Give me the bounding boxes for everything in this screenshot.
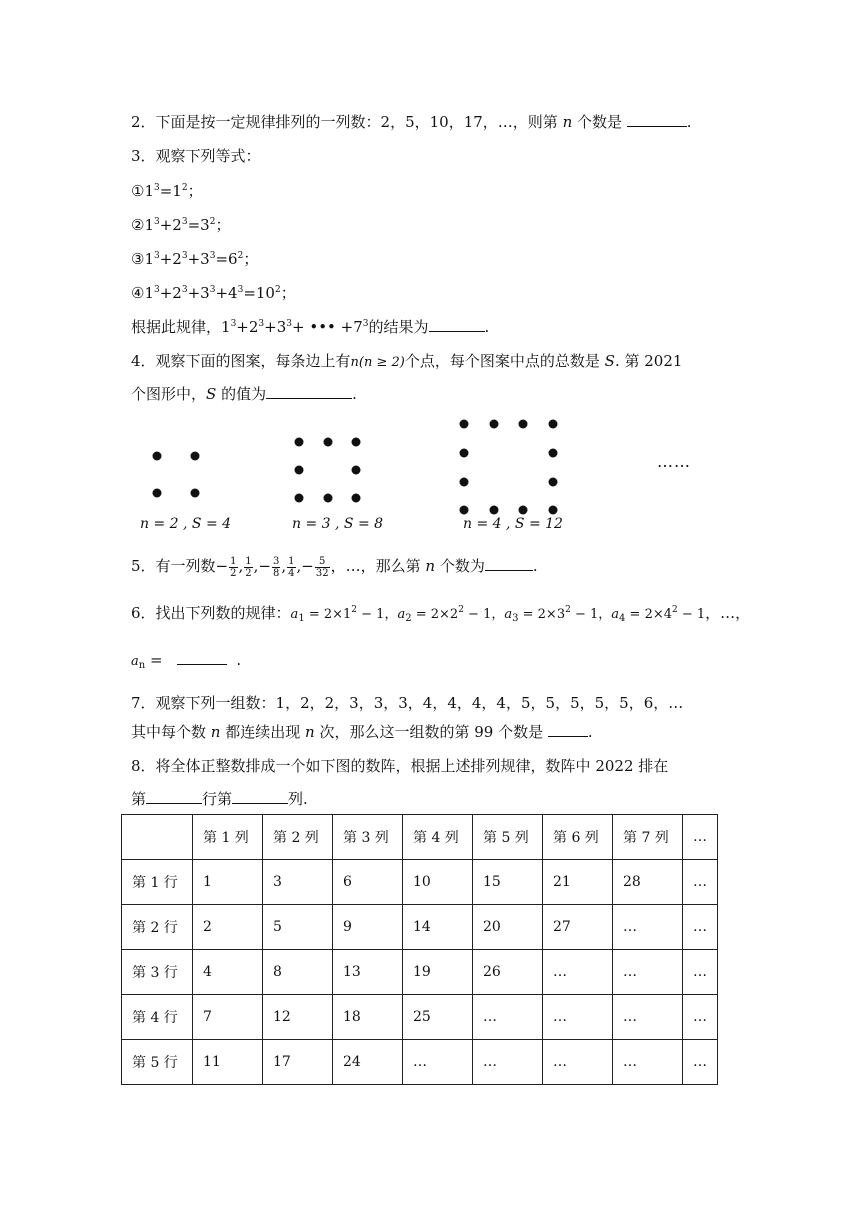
table-cell: … xyxy=(683,1040,718,1085)
dot xyxy=(460,449,469,458)
q3-equation-3: $③1^3+2^3+3^3=6^2$； xyxy=(131,250,259,268)
question-6 xyxy=(131,602,750,626)
table-cell: … xyxy=(613,950,683,995)
q4-line2-b: 的值为 xyxy=(216,385,267,403)
table-cell: … xyxy=(683,860,718,905)
q5-var: n xyxy=(425,557,436,575)
table-cell: 10 xyxy=(403,860,473,905)
table-cell: 18 xyxy=(333,995,403,1040)
q4-line2-s: S xyxy=(206,385,217,403)
q7-n: n xyxy=(210,723,221,741)
q4-line1-s: S xyxy=(604,352,615,370)
q7-line2-a: 其中每个数 xyxy=(131,723,211,741)
question-7-line-1: 7．观察下列一组数：1，2，2，3，3，3，4，4，4，4，5，5，5，5，5，6，… xyxy=(131,694,684,712)
question-8-line-2 xyxy=(131,788,308,810)
dot xyxy=(295,466,304,475)
q5-frac-4: $\frac{1}{4}$ xyxy=(288,555,295,579)
q6-an-label: a xyxy=(131,654,139,669)
caption-n2: n = 2 , S = 4 xyxy=(140,516,232,532)
row-label-cell: 第 3 行 xyxy=(122,950,193,995)
table-cell: 7 xyxy=(193,995,263,1040)
table-cell: 8 xyxy=(263,950,333,995)
q3-eq4-end: ； xyxy=(280,284,296,302)
dot xyxy=(549,506,558,515)
table-cell: 9 xyxy=(333,905,403,950)
q3-eq3-end: ； xyxy=(243,250,259,268)
table-row xyxy=(122,860,718,905)
table-cell: 25 xyxy=(403,995,473,1040)
q7-n2: n xyxy=(305,723,315,741)
table-cell: … xyxy=(683,950,718,995)
table-cell: 19 xyxy=(403,950,473,995)
row-label-cell: 第 1 行 xyxy=(122,860,193,905)
table-header-row xyxy=(122,815,718,860)
q5-end: . xyxy=(532,557,538,575)
table-header-cell: 第 6 列 xyxy=(543,815,613,860)
table-body xyxy=(122,815,718,1085)
q8-line2-c: 列. xyxy=(288,790,308,808)
table-row xyxy=(122,1040,718,1085)
dot xyxy=(352,494,361,503)
table-cell: … xyxy=(403,1040,473,1085)
table-cell: … xyxy=(683,905,718,950)
q6-an-eq: = xyxy=(145,651,168,669)
q3-rule-result: 的结果为 xyxy=(368,318,429,336)
dot xyxy=(153,489,162,498)
q6-answer-line xyxy=(131,649,241,673)
row-label-cell: 第 2 行 xyxy=(122,905,193,950)
q3-eq1-end: ； xyxy=(187,182,203,200)
dot xyxy=(295,494,304,503)
q2-end: . xyxy=(686,113,692,131)
table-cell: 12 xyxy=(263,995,333,1040)
dot xyxy=(153,452,162,461)
q4-line2-a: 个图形中， xyxy=(131,385,207,403)
caption-n4: n = 4 , S = 12 xyxy=(463,516,563,532)
table-cell: … xyxy=(543,950,613,995)
q5-frac-2: $\frac{1}{2}$ xyxy=(245,555,252,579)
q2-var: n xyxy=(562,113,573,131)
table-header-cell: 第 1 列 xyxy=(193,815,263,860)
table-cell: 6 xyxy=(333,860,403,905)
dot xyxy=(460,420,469,429)
table-cell: 2 xyxy=(193,905,263,950)
q3-eq1-mark: ① xyxy=(131,182,145,200)
table-cell: 4 xyxy=(193,950,263,995)
q3-eq2-end: ； xyxy=(215,216,231,234)
q3-equation-2: $②1^3+2^3=3^2$； xyxy=(131,216,231,234)
table-header-cell: … xyxy=(683,815,718,860)
question-5: 5．有一列数− $\frac{1}{2}$ , $\frac{1}{2}$ ,− $\frac{3}{8}$ , $\frac{1}{4}$ ,− $\frac{5}{32}$ ，…，那么第 n 个数为 . xyxy=(131,555,538,579)
table-cell: 3 xyxy=(263,860,333,905)
dot xyxy=(549,420,558,429)
pattern-n2 xyxy=(153,452,200,498)
q5-frac-5: $\frac{5}{32}$ xyxy=(315,555,329,579)
table-header-cell: 第 4 列 xyxy=(403,815,473,860)
q8-row-blank[interactable] xyxy=(146,789,202,804)
table-header-cell: 第 2 列 xyxy=(263,815,333,860)
q7-end: . xyxy=(587,723,593,741)
table-cell: … xyxy=(543,995,613,1040)
table-cell: 27 xyxy=(543,905,613,950)
table-cell: … xyxy=(683,995,718,1040)
dot xyxy=(460,506,469,515)
pattern-n3 xyxy=(295,438,361,503)
table-row xyxy=(122,950,718,995)
dot xyxy=(460,478,469,487)
q6-answer-blank[interactable] xyxy=(177,650,227,665)
table-header-cell: 第 7 列 xyxy=(613,815,683,860)
q8-line2-a: 第 xyxy=(131,790,147,808)
dot xyxy=(549,449,558,458)
q3-equation-4: $④1^3+2^3+3^3+4^3=10^2$； xyxy=(131,284,296,302)
q5-tail2: 个数为 xyxy=(435,557,485,575)
table-cell: 24 xyxy=(333,1040,403,1085)
table-cell: … xyxy=(613,995,683,1040)
pattern-n4 xyxy=(460,420,558,515)
table-cell: … xyxy=(473,995,543,1040)
question-8-line-1: 8．将全体正整数排成一个如下图的数阵，根据上述排列规律，数阵中 2022 排在 xyxy=(131,757,669,775)
q4-line1-b: 个点，每个图案中点的总数是 xyxy=(404,352,605,370)
dot xyxy=(519,506,528,515)
dot xyxy=(295,438,304,447)
table-cell: 5 xyxy=(263,905,333,950)
table-cell: 1 xyxy=(193,860,263,905)
q3-rule-end: . xyxy=(484,318,490,336)
caption-n3: n = 3 , S = 8 xyxy=(292,516,384,532)
q7-line2-c: 次，那么这一组数的第 99 个数是 xyxy=(314,723,548,741)
q3-equation-1: $①1^3=1^2$； xyxy=(131,182,203,200)
q7-line2-b: 都连续出现 xyxy=(220,723,305,741)
q4-line1-a: 4．观察下面的图案，每条边上有 xyxy=(131,352,351,370)
q4-line1-c: . 第 2021 xyxy=(614,352,683,370)
q5-text: 5．有一列数 xyxy=(131,557,216,575)
table-cell: 14 xyxy=(403,905,473,950)
dot xyxy=(191,452,200,461)
q6-an-sub: n xyxy=(138,660,146,671)
dot xyxy=(352,466,361,475)
dot xyxy=(352,438,361,447)
q8-line2-b: 行第 xyxy=(202,790,233,808)
number-array-table xyxy=(121,814,718,1085)
table-cell: 20 xyxy=(473,905,543,950)
pattern-ellipsis: …… xyxy=(657,452,691,471)
q6-end: . xyxy=(236,651,242,669)
table-cell: … xyxy=(613,1040,683,1085)
q5-frac-3: $\frac{3}{8}$ xyxy=(273,555,280,579)
q4-line2-end: . xyxy=(352,385,357,403)
table-cell: 26 xyxy=(473,950,543,995)
row-label-cell: 第 5 行 xyxy=(122,1040,193,1085)
table-cell: 21 xyxy=(543,860,613,905)
dot xyxy=(519,420,528,429)
table-row xyxy=(122,995,718,1040)
q3-eq3-mark: ③ xyxy=(131,250,145,268)
row-label-cell: 第 4 行 xyxy=(122,995,193,1040)
q3-rule: 根据此规律，$1^3+2^3+3^3+$ ••• $+7^3$的结果为 . xyxy=(131,318,490,336)
table-header-cell xyxy=(122,815,193,860)
dot xyxy=(324,494,333,503)
dot xyxy=(324,438,333,447)
table-cell: … xyxy=(473,1040,543,1085)
q5-tail: ，…，那么第 xyxy=(330,557,426,575)
q3-eq2-mark: ② xyxy=(131,216,145,234)
table-header-cell: 第 5 列 xyxy=(473,815,543,860)
table-cell: 17 xyxy=(263,1040,333,1085)
q3-rule-text: 根据此规律， xyxy=(131,318,222,336)
table-cell: … xyxy=(543,1040,613,1085)
table-cell: 11 xyxy=(193,1040,263,1085)
q2-tail: 个数是 xyxy=(572,113,627,131)
q8-col-blank[interactable] xyxy=(232,789,288,804)
question-3-title: 3．观察下列等式： xyxy=(131,147,261,165)
table-cell: 28 xyxy=(613,860,683,905)
table-cell: … xyxy=(613,905,683,950)
q5-answer-blank[interactable] xyxy=(485,556,533,571)
dot xyxy=(191,489,200,498)
table-header-cell: 第 3 列 xyxy=(333,815,403,860)
q7-answer-blank[interactable] xyxy=(548,722,588,737)
q2-text: 2．下面是按一定规律排列的一列数：2，5，10，17，…，则第 xyxy=(131,113,563,131)
dot xyxy=(549,478,558,487)
table-cell: 15 xyxy=(473,860,543,905)
q5-frac-1: $\frac{1}{2}$ xyxy=(230,555,237,579)
dot xyxy=(490,420,499,429)
dot xyxy=(490,506,499,515)
q3-eq4-mark: ④ xyxy=(131,284,145,302)
question-7-line-2 xyxy=(131,721,593,743)
q6-text: 6．找出下列数的规律： xyxy=(131,604,291,622)
q4-condition: n(n ≥ 2) xyxy=(350,355,405,370)
q6-tail: ，…， xyxy=(705,604,751,622)
table-row xyxy=(122,905,718,950)
q6-sequence: $a_1 = 2\times 1^2 - 1$，$a_2 = 2\times 2^2 - 1$，$a_3 = 2\times 3^2 - 1$，$a_4 = 2\times 4^2 - 1$ xyxy=(290,605,706,624)
table-cell: 13 xyxy=(333,950,403,995)
